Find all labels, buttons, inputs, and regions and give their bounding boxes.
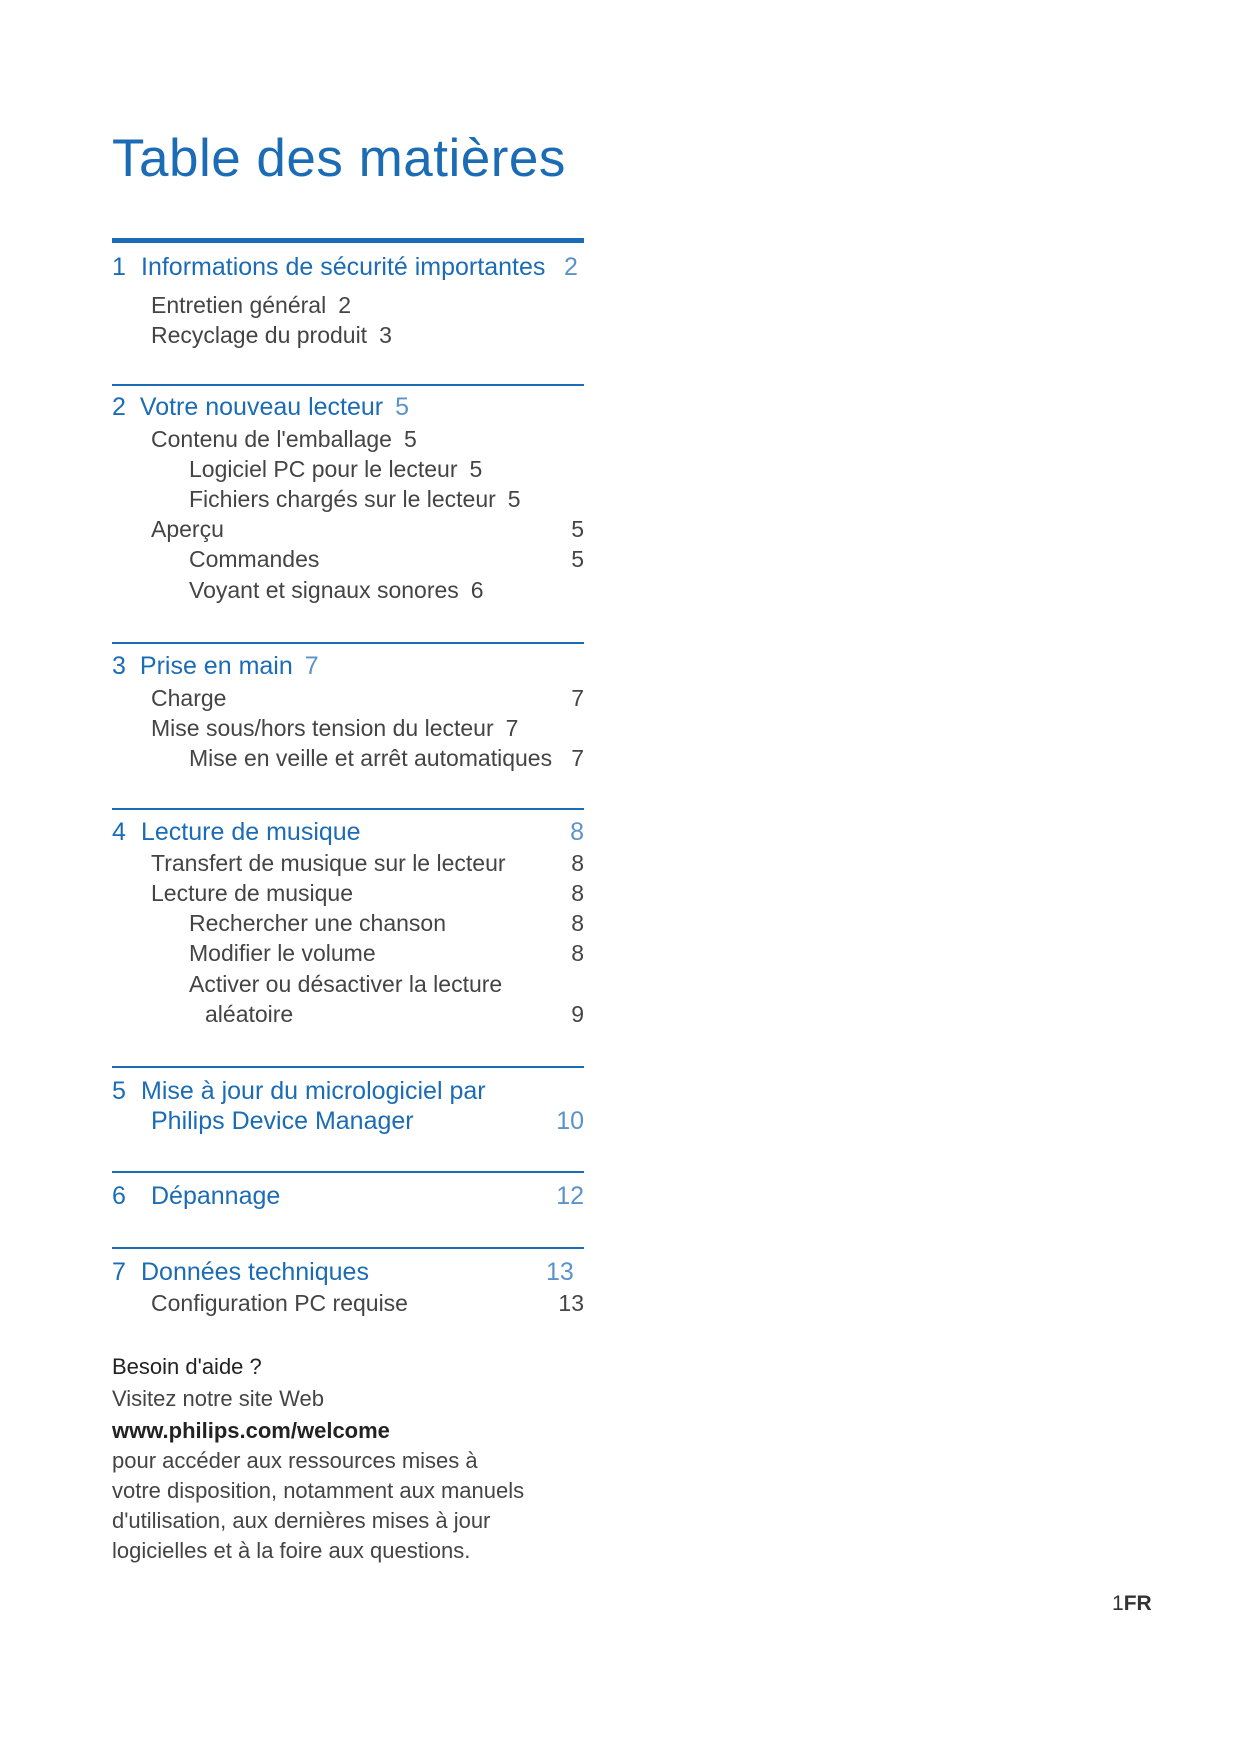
entry-text: aléatoire xyxy=(205,1001,294,1027)
section-title: Mise à jour du micrologiciel par xyxy=(141,1077,486,1105)
entry-text: Mise en veille et arrêt automatiques xyxy=(189,745,553,771)
toc-entry-continued[interactable] xyxy=(112,999,584,1029)
section-divider xyxy=(112,1171,584,1173)
section-divider xyxy=(112,808,584,810)
toc-entry[interactable] xyxy=(112,743,584,773)
section-title: Informations de sécurité importantes xyxy=(141,253,546,281)
section-number: 7 xyxy=(112,1258,126,1286)
page-number: 2 xyxy=(338,292,351,318)
page-number: 8 xyxy=(571,850,584,876)
entry-text: Configuration PC requise xyxy=(151,1290,408,1316)
page-number: 5 xyxy=(507,486,521,512)
page-number: 13 xyxy=(558,1290,584,1316)
entry-text: Mise sous/hors tension du lecteur xyxy=(151,715,494,741)
toc-entry[interactable] xyxy=(112,683,584,713)
page-number: 8 xyxy=(571,940,584,966)
entry-text: Transfert de musique sur le lecteur xyxy=(151,850,506,876)
page-number: 5 xyxy=(395,393,410,421)
entry-text: Rechercher une chanson xyxy=(189,910,446,936)
entry-text: Recyclage du produit xyxy=(151,322,368,348)
toc-section-1[interactable] xyxy=(112,252,584,282)
page-number: 3 xyxy=(379,322,392,348)
help-intro: Visitez notre site Web xyxy=(112,1386,324,1411)
page-number: 8 xyxy=(570,818,584,846)
folio-language: FR xyxy=(1123,1592,1152,1615)
toc-section-7[interactable] xyxy=(112,1257,584,1287)
toc-entry[interactable] xyxy=(112,1288,584,1318)
folio-page-number: 1 xyxy=(1112,1592,1124,1615)
page-number: 5 xyxy=(571,546,584,572)
page-number: 8 xyxy=(571,910,584,936)
section-divider xyxy=(112,238,584,243)
section-title: Votre nouveau lecteur xyxy=(139,393,384,421)
page-number: 7 xyxy=(304,652,319,680)
page-number: 6 xyxy=(470,577,484,603)
page-number: 5 xyxy=(469,456,483,482)
entry-text: Charge xyxy=(151,685,227,711)
toc-entry[interactable] xyxy=(112,290,584,320)
toc-section-5-continued[interactable] xyxy=(112,1106,584,1136)
toc-section-4[interactable] xyxy=(112,817,584,847)
toc-entry[interactable] xyxy=(112,878,584,908)
toc-entry[interactable] xyxy=(112,575,584,605)
section-title: Dépannage xyxy=(151,1182,281,1210)
section-title: Lecture de musique xyxy=(141,818,361,846)
section-number: 6 xyxy=(112,1182,126,1210)
entry-text: Activer ou désactiver la lecture xyxy=(189,971,503,997)
entry-text: Aperçu xyxy=(151,516,224,542)
page-number: 7 xyxy=(571,745,584,771)
section-number: 5 xyxy=(112,1077,126,1105)
toc-entry[interactable] xyxy=(112,544,584,574)
section-title: Philips Device Manager xyxy=(151,1107,414,1135)
entry-text: Modifier le volume xyxy=(189,940,376,966)
entry-text: Entretien général xyxy=(151,292,327,318)
help-heading: Besoin d'aide ? xyxy=(112,1354,262,1379)
page-number: 2 xyxy=(564,253,578,281)
entry-text: Fichiers chargés sur le lecteur xyxy=(189,486,496,512)
page-number: 7 xyxy=(571,685,584,711)
toc-entry[interactable] xyxy=(112,514,584,544)
help-body-line: logicielles et à la foire aux questions. xyxy=(112,1538,471,1563)
section-divider xyxy=(112,642,584,644)
section-divider xyxy=(112,384,584,386)
toc-entry[interactable] xyxy=(112,484,584,514)
toc-entry[interactable] xyxy=(112,713,584,743)
entry-text: Commandes xyxy=(189,546,320,572)
section-number: 4 xyxy=(112,818,126,846)
page-number: 9 xyxy=(571,1001,584,1027)
toc-entry[interactable] xyxy=(112,320,584,350)
entry-text: Voyant et signaux sonores xyxy=(189,577,459,603)
page-folio xyxy=(1112,1592,1152,1616)
toc-section-5[interactable] xyxy=(112,1076,584,1106)
help-body-line: d'utilisation, aux dernières mises à jour xyxy=(112,1508,491,1533)
page-number: 13 xyxy=(546,1258,574,1286)
section-number: 1 xyxy=(112,253,126,281)
toc-entry[interactable] xyxy=(112,424,584,454)
entry-text: Contenu de l'emballage xyxy=(151,426,392,452)
entry-text: Logiciel PC pour le lecteur xyxy=(189,456,458,482)
entry-text: Lecture de musique xyxy=(151,880,354,906)
page-number: 7 xyxy=(505,715,519,741)
page-number: 5 xyxy=(571,516,584,542)
page-title: Table des matières xyxy=(112,129,566,188)
section-number: 3 xyxy=(112,652,126,680)
help-body-line: pour accéder aux ressources mises à xyxy=(112,1448,478,1473)
toc-entry[interactable] xyxy=(112,848,584,878)
section-title: Données techniques xyxy=(141,1258,369,1286)
section-divider xyxy=(112,1247,584,1249)
page-number: 10 xyxy=(556,1107,584,1135)
page-number: 12 xyxy=(556,1182,584,1210)
toc-entry[interactable] xyxy=(112,969,584,999)
toc-section-6[interactable] xyxy=(112,1181,584,1211)
section-divider xyxy=(112,1066,584,1068)
help-body-line: votre disposition, notamment aux manuels xyxy=(112,1478,525,1503)
toc-section-2[interactable] xyxy=(112,392,584,422)
toc-section-3[interactable] xyxy=(112,651,584,681)
section-number: 2 xyxy=(112,393,126,421)
section-title: Prise en main xyxy=(139,652,293,680)
toc-entry[interactable] xyxy=(112,454,584,484)
toc-entry[interactable] xyxy=(112,908,584,938)
page-number: 5 xyxy=(403,426,417,452)
toc-entry[interactable] xyxy=(112,938,584,968)
page-number: 8 xyxy=(571,880,584,906)
help-url-link[interactable]: www.philips.com/welcome xyxy=(112,1418,390,1443)
